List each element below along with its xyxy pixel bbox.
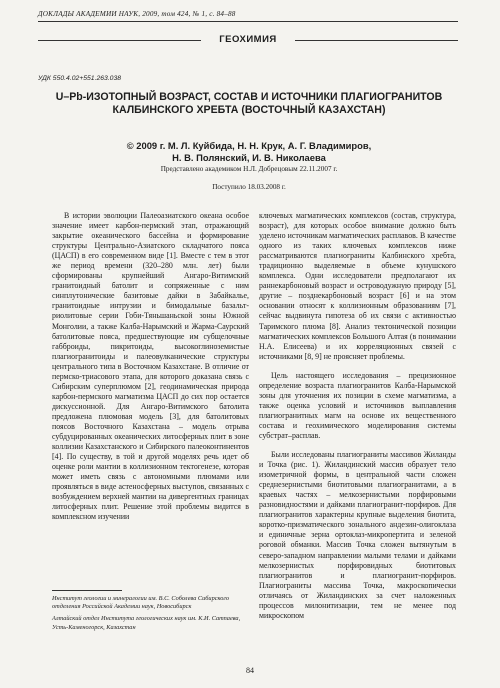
section-rule-right: [295, 40, 458, 41]
udc-code: УДК 550.4.02+551.263.038: [38, 75, 122, 82]
authors-line-1: © 2009 г. М. Л. Куйбида, Н. Н. Крук, А. Г. Владимиров,: [126, 140, 372, 151]
right-column: [259, 211, 456, 624]
left-column: [52, 211, 249, 525]
paragraph: Цель настоящего исследования – прецизионное определение возраста плагиогранитов Калба-Нарымской зоны для уточнения их позиции в схеме магматизма, а также оценка условий и источников выплавления плагиогранитных магм на основе их вещественного состава и геохимического моделирования системы субстрат–расплав.: [259, 370, 456, 440]
footnote-rule: [52, 590, 122, 591]
presented-by: Представлено академиком Н.Л. Добрецовым 22.11.2007 г.: [160, 165, 338, 173]
running-header: ДОКЛАДЫ АКАДЕМИИ НАУК, 2009, том 424, № 1, с. 84–88: [38, 10, 458, 22]
affiliation-1: Институт геологии и минералогии им. В.С. Соболева Сибирского отделения Российской Академии наук, Новосибирск: [52, 595, 229, 611]
authors: [40, 140, 458, 164]
section-title: ГЕОХИМИЯ: [219, 34, 277, 45]
section-heading: [38, 34, 458, 46]
authors-line-2: Н. В. Полянский, И. В. Николаева: [172, 151, 326, 163]
affiliation-2: Алтайский отдел Института геологических наук им. К.И. Сатпаева, Усть-Каменогорск, Казахстан: [52, 615, 241, 631]
received-date: Поступило 18.03.2008 г.: [212, 183, 286, 191]
paragraph: Были исследованы плагиограниты массивов Жиланды и Точка (рис. 1). Жиландинский массив образует тело изометричной формы, в центральной части сложен среднезернистыми биотитовыми плагиогранитами, а в краевых частях – мелкозернистыми порфировыми разновидностями и дайками плагиогранит-порфиров. Для плагиогранитов характерны крупные выделения биотита, коротко-призматического зонального андезин-олигоклаза и единичные зерна ортоклаз-микропертита и зеленой роговой обманки. Массив Точка сложен вытянутым в северо-западном направлении малыми телами и дайками мелкозернистых порфировидных биотитовых плагиогранитов и плагиогранит-порфиров. Плагиограниты массива Точка, макроскопически отличаясь от Жиландинских за счет наложенных процессов милонитизации, тем не менее под микроскопом: [259, 450, 456, 620]
paragraph: ключевых магматических комплексов (состав, структура, возраст), для которых особое внимание должно быть уделено источникам магматических расплавов. В качестве одного из таких ключевых комплексов ниже рассматриваются плагиограниты Калбинского хребта, традиционно выделяемые в объеме кунушского комплекса. Одни исследователи предполагают их раннекарбоновый возраст и островодужную природу [5], другие – позднекарбоновый возраст [6] и на этом основании относят к коллизионным образованиям [7], сейчас выдвинута гипотеза об их связи с активностью Таримского плюма [8]. Анализ тектонической позиции магматических комплексов Большого Алтая (в понимании Н.А. Елисеева) и их корреляционных связей с источниками [8, 9] не проясняет проблемы.: [259, 211, 456, 361]
paragraph: В истории эволюции Палеоазиатского океана особое значение имеет карбон-пермский этап, отражающий закрытие океанического бассейна и формирование структуры Центрально-Азиатского складчатого пояса (ЦАСП) в его современном виде [1]. Вместе с тем в этот же период времени (320–280 млн. лет) были сформированы крупнейший Ангаро-Витимский гранитоидный батолит и сопряженные с ним синплутонические базитовые дайки в Забайкалье, гранитоидные интрузии и бимодальные базальт-риолитовые серии Гоби-Тяньшаньской зоны Южной Монголии, а также Калба-Нарымский и Жарма-Саурский батолитовые пояса, предшествующие им субщелочные габброиды, пикритоиды, высокоглиноземистые плагиогранитоиды и палеовулканические структуры центрального типа в Восточном Казахстане. В отличие от пермско-триасового этапа, для которого доказана связь с Сибирским суперплюмом [2], геодинамическая природа карбон-пермского магматизма ЦАСП до сих пор остается дискуссионной. Для Ангаро-Витимского батолита предложена плюмовая модель [3], для батолитовых поясов Восточного Казахстана – модель отрыва субдуцированных океанических литосферных плит в зоне коллизии Казахстанского и Сибирского палеоконтинентов [4]. По существу, в той и другой моделях речь идет об оценке роли мантии в коллизионном тектогенезе, которая может иметь связь с автономными плюмами или проявляться в виде астеносферных выступов, связанных с возбуждением верхней мантии на дивергентных границах литосферных плит. Решение этой проблемы видится в комплексном изучении: [52, 211, 249, 522]
page-number: 84: [246, 666, 254, 675]
affiliation-footnotes: [52, 590, 249, 636]
article-title: U–Pb-ИЗОТОПНЫЙ ВОЗРАСТ, СОСТАВ И ИСТОЧНИКИ ПЛАГИОГРАНИТОВ КАЛБИНСКОГО ХРЕБТА (ВОСТОЧНЫЙ КАЗАХСТАН): [55, 91, 443, 117]
